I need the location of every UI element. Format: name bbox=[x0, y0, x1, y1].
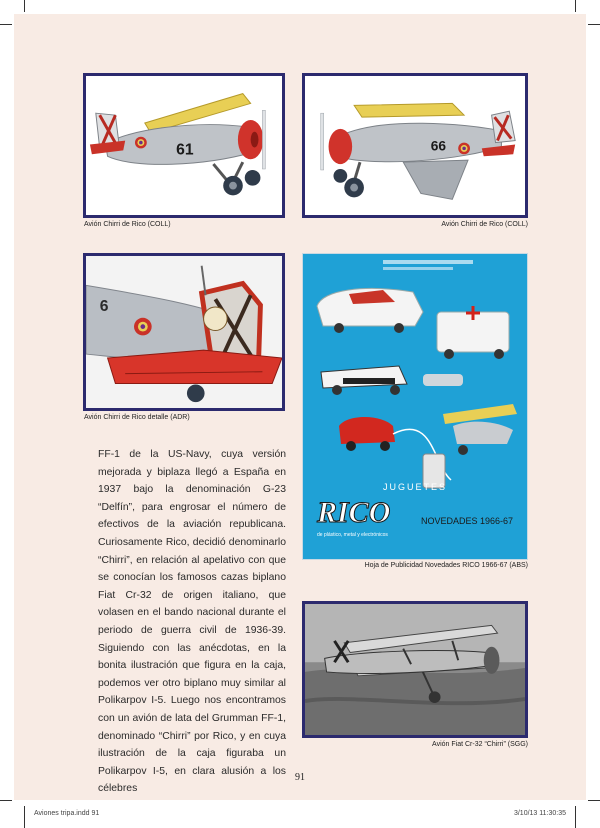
plane-number-1: 61 bbox=[176, 141, 194, 159]
slug-timestamp: 3/10/13 11:30:35 bbox=[513, 810, 566, 817]
body-text: FF-1 de la US-Navy, cuya versión mejorada y biplaza llegó a España en 1937 bajo la denominación G-23 “Delfín”, para engrosar el número de efectivos de la aviación republicana. Curiosamente Rico, decidió denominarlo “Chirri”, en relación al apelativo con que se conocían los famosos cazas biplano Fiat Cr-32 de origen italiano, que volasen en el bando nacional durante el periodo de guerra civil de 1936-39. Siguiendo con las anécdotas, en la bonita ilustración que figura en la caja, podemos ver otro biplano muy similar al Polikarpov I-5. Luego nos encontramos con un avión de lata del Grumman FF-1, denominado “Chirri” por Rico, y en cuya ilustración de la caja figuraba un Polikarpov I-5, en clara alusión a los célebres bbox=[98, 449, 286, 795]
crop-mark bbox=[575, 0, 576, 12]
caption-photo-5: Avión Fiat Cr-32 “Chirri” (SGG) bbox=[432, 741, 528, 748]
page-number: 91 bbox=[295, 772, 305, 783]
caption-photo-2: Avión Chirri de Rico (COLL) bbox=[441, 221, 528, 228]
photo-fiat-cr32 bbox=[302, 601, 528, 738]
crop-mark bbox=[588, 800, 600, 801]
caption-photo-3: Avión Chirri de Rico detalle (ADR) bbox=[84, 414, 190, 421]
caption-photo-4: Hoja de Publicidad Novedades RICO 1966-67 (ABS) bbox=[364, 562, 528, 569]
crop-mark bbox=[0, 800, 12, 801]
photo-chirri-toy-1 bbox=[83, 73, 285, 218]
plane-number-2: 66 bbox=[430, 138, 447, 154]
caption-photo-1: Avión Chirri de Rico (COLL) bbox=[84, 221, 171, 228]
ad-brand-logo: RICO bbox=[317, 496, 391, 529]
photo-chirri-toy-2 bbox=[302, 73, 528, 218]
photo-rico-advertisement bbox=[302, 253, 528, 560]
crop-mark bbox=[575, 806, 576, 828]
crop-mark bbox=[24, 806, 25, 828]
crop-mark bbox=[0, 24, 12, 25]
ad-header: JUGUETES bbox=[382, 482, 448, 492]
ad-tagline: de plástico, metal y electrónicos bbox=[317, 532, 388, 538]
crop-mark bbox=[24, 0, 25, 12]
photo-chirri-detail bbox=[83, 253, 285, 411]
plane-number-3: 6 bbox=[99, 297, 109, 315]
ad-novedades: NOVEDADES 1966-67 bbox=[420, 516, 513, 526]
crop-mark bbox=[588, 24, 600, 25]
slug-filename: Aviones tripa.indd 91 bbox=[34, 810, 100, 817]
